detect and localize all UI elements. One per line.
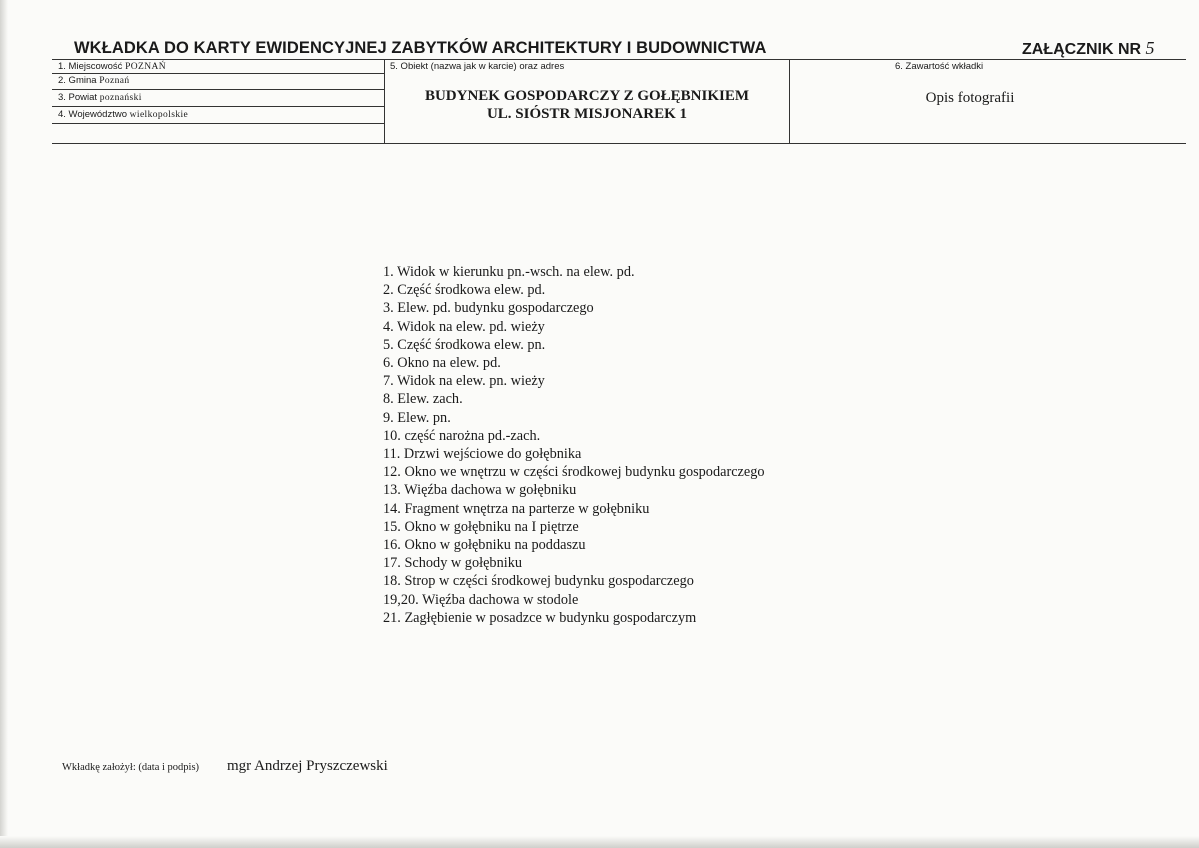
footer-label: Wkładkę założył: (data i podpis): [62, 762, 200, 773]
photo-item: 4. Widok na elew. pd. wieży: [383, 318, 545, 335]
attachment-number: [1022, 38, 1155, 59]
photo-item: 19,20. Więźba dachowa w stodole: [383, 591, 579, 608]
photo-item: 18. Strop w części środkowej budynku gospodarczego: [383, 573, 694, 590]
document-title: WKŁADKA DO KARTY EWIDENCYJNEJ ZABYTKÓW ARCHITEKTURY I BUDOWNICTWA: [74, 39, 767, 57]
voivodeship-label: 4. Województwo: [58, 109, 127, 120]
row-divider: [52, 89, 384, 90]
municipality-value: Poznań: [99, 76, 130, 86]
photo-item: 15. Okno w gołębniku na I piętrze: [383, 518, 579, 535]
county-field: [58, 92, 142, 103]
table-top-border: [52, 59, 1186, 60]
city-field: [58, 61, 166, 72]
county-label: 3. Powiat: [58, 92, 98, 103]
photo-item: 13. Więźba dachowa w gołębniku: [383, 482, 577, 499]
photo-item: 14. Fragment wnętrza na parterze w gołębniku: [383, 500, 650, 517]
photo-item: 3. Elew. pd. budynku gospodarczego: [383, 300, 594, 317]
photo-item: 10. część narożna pd.-zach.: [383, 427, 541, 444]
municipality-field: [58, 75, 130, 86]
photo-item: 16. Okno w gołębniku na poddaszu: [383, 537, 586, 554]
photo-item: 9. Elew. pn.: [383, 409, 451, 426]
photo-description-list: [383, 263, 765, 627]
photo-item: 7. Widok na elew. pn. wieży: [383, 373, 545, 390]
table-bottom-border: [52, 143, 1186, 144]
page-edge-shadow: [0, 0, 8, 848]
footer-author: mgr Andrzej Pryszczewski: [227, 758, 388, 774]
photo-item: 5. Część środkowa elew. pn.: [383, 336, 546, 353]
object-name: BUDYNEK GOSPODARCZY Z GOŁĘBNIKIEM: [424, 88, 750, 104]
photo-item: 11. Drzwi wejściowe do gołębnika: [383, 446, 582, 463]
city-value: POZNAŃ: [125, 62, 166, 72]
city-label: 1. Miejscowość: [58, 61, 123, 72]
photo-item: 17. Schody w gołębniku: [383, 555, 522, 572]
object-address: UL. SIÓSTR MISJONAREK 1: [486, 106, 688, 122]
attachment-number-value: 5: [1145, 38, 1155, 58]
photo-item: 8. Elew. zach.: [383, 391, 463, 408]
contents-value: Opis fotografii: [925, 90, 1015, 106]
photo-item: 1. Widok w kierunku pn.-wsch. na elew. pd.: [383, 264, 635, 280]
contents-label: 6. Zawartość wkładki: [895, 61, 984, 72]
object-label: 5. Obiekt (nazwa jak w karcie) oraz adres: [390, 61, 565, 72]
attachment-label: ZAŁĄCZNIK NR: [1022, 41, 1142, 58]
voivodeship-value: wielkopolskie: [129, 110, 189, 120]
photo-item: 6. Okno na elew. pd.: [383, 355, 501, 372]
row-divider: [52, 123, 384, 124]
row-divider: [52, 106, 384, 107]
photo-item: 21. Zagłębienie w posadzce w budynku gospodarczym: [383, 609, 697, 626]
county-value: poznański: [99, 93, 142, 103]
voivodeship-field: [58, 109, 188, 120]
municipality-label: 2. Gmina: [58, 75, 97, 86]
page-bottom-shadow: [0, 836, 1199, 848]
photo-item: 12. Okno we wnętrzu w części środkowej budynku gospodarczego: [383, 464, 765, 481]
photo-item: 2. Część środkowa elew. pd.: [383, 282, 546, 299]
row-divider: [52, 73, 384, 74]
